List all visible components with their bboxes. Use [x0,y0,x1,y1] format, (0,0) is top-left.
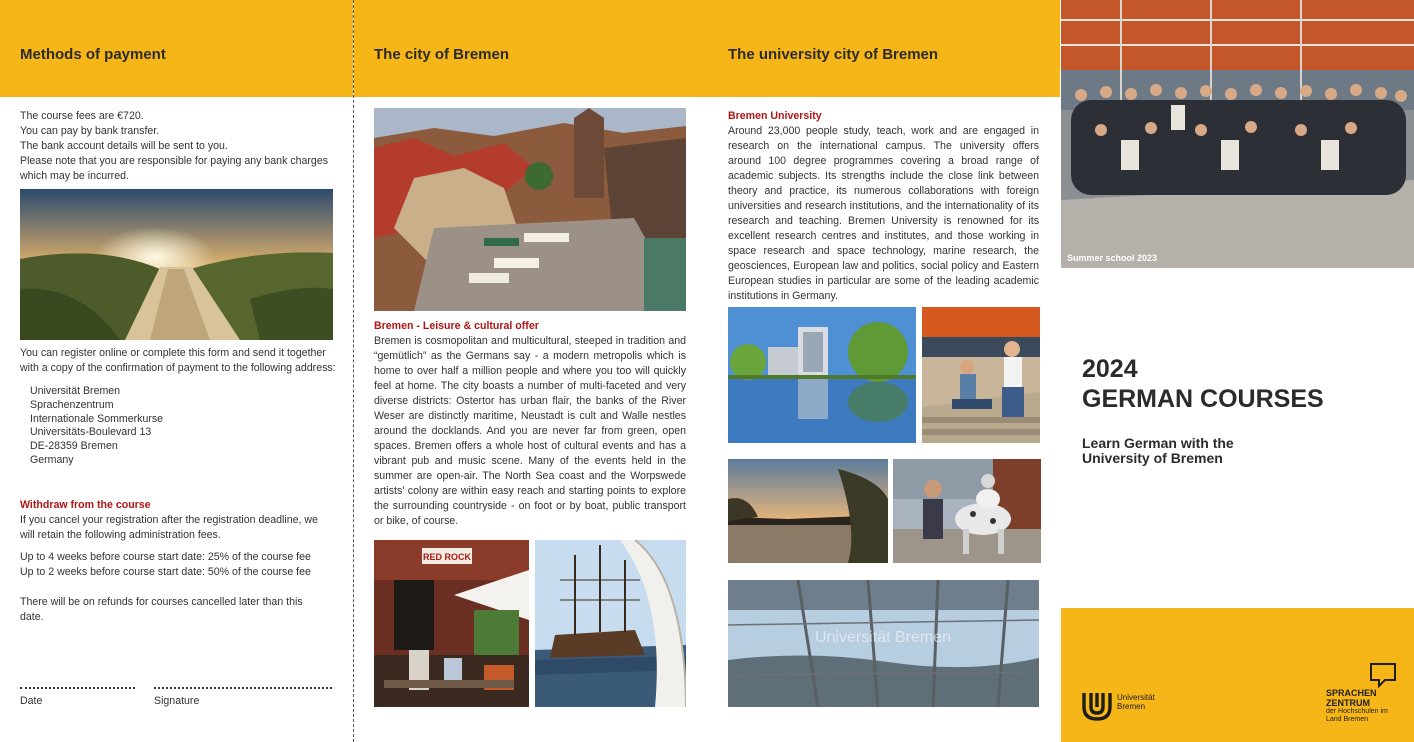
glass-lettering: Universität Bremen [814,629,952,646]
heading-university-city: The university city of Bremen [728,46,939,63]
heading-city-of-bremen: The city of Bremen [374,46,510,63]
leisure-heading: Bremen - Leisure & cultural offer [374,320,539,332]
cover-title [1082,354,1324,414]
date-label: Date [20,695,43,707]
photo-caption: Summer school 2023 [1067,253,1158,263]
red-rock-sign: RED ROCK [422,552,472,562]
river-sunset-photo [728,459,888,563]
beach-photo [20,189,333,340]
withdraw-heading: Withdraw from the course [20,499,151,511]
summer-school-group-photo [1061,0,1414,268]
fees-text: The course fees are €720. You can pay by bank transfer. The bank account details will be sent to you. Please note that you are responsible for paying any bank charges which may be incurred. [20,110,329,182]
header-band-payment [0,0,353,97]
cover-logo-band [1061,608,1414,742]
withdraw-text: If you cancel your registration after the registration deadline, we will retain the following administration fees. [20,514,318,541]
campus-lake-photo [728,307,916,443]
signature-label: Signature [154,695,200,707]
date-line[interactable] [20,687,135,689]
musicians-statue-photo [893,459,1041,563]
leisure-body: Bremen is cosmopolitan and multicultural, steeped in tradition and “gemütlich” as the Germans say - a modern metropolis which is home to over half a million people and where you too will quickly feel at home. The city boasts a number of multi-faceted and very diverse districts: Ostertor has urban flair, the banks of the River Weser are distinctly maritime, Neustadt is cult and Walle nestles around the docklands. And you are never far from green, open spaces. Bremen offers a whole host of cultural events and has a vibrant pub and music scene. Many of the events held in the summer are open-air. The North Sea coast and the Worpswede artists’ colony are within easy reach and starting points to explore the surrounding countryside - on foot or by boat, public transport or bike, of course. [374,335,686,527]
header-band-city [354,0,708,97]
register-text: You can register online or complete this form and send it together with a copy of the confirmation of payment to the following address: [20,347,336,374]
tall-ship-photo [535,540,686,707]
header-band-university [708,0,1060,97]
cafe-photo [374,540,529,707]
fold-line [353,0,354,742]
postal-address: Universität Bremen Sprachenzentrum Internationale Sommerkurse Universitäts-Boulevard 13 DE-28359 Bremen Germany [30,385,164,466]
heading-methods-of-payment: Methods of payment [20,46,166,63]
refund-text: There will be on refunds for courses cancelled later than this date. [20,596,303,623]
university-bremen-logo-icon [1081,690,1113,722]
cover-subtitle: Learn German with the University of Bremen [1082,435,1234,466]
market-square-photo [374,108,686,311]
sprachenzentrum-logo-icon [1369,662,1397,688]
students-stairs-photo [922,307,1040,443]
cover-year: 2024 [1082,355,1138,383]
fee-schedule: Up to 4 weeks before course start date: 25% of the course fee Up to 2 weeks before course start date: 50% of the course fee [20,551,311,578]
signature-line[interactable] [154,687,332,689]
sprachenzentrum-wordmark: SPRACHEN ZENTRUM der Hochschulen im Land Bremen [1326,688,1388,723]
university-bremen-wordmark: Universität Bremen [1117,693,1155,711]
university-heading: Bremen University [728,110,822,122]
glass-facade-photo [728,580,1039,707]
cover-heading: GERMAN COURSES [1082,385,1324,413]
university-body: Around 23,000 people study, teach, work and are engaged in research on the international campus. The university offers around 100 degree programmes covering a broad range of academic subjects. Its strengths include the close link between theory and practice, its numerous collaborations with foreign universities and research institutions, and the internationality of its research and teaching. Bremen University is renowned for its excellent research centres and institutes, and those working in space research and space technology, marine research, the geosciences, European law and politics, social policy and Eastern European studies in particular are some of the leading academic institutions in Germany. [728,125,1039,302]
